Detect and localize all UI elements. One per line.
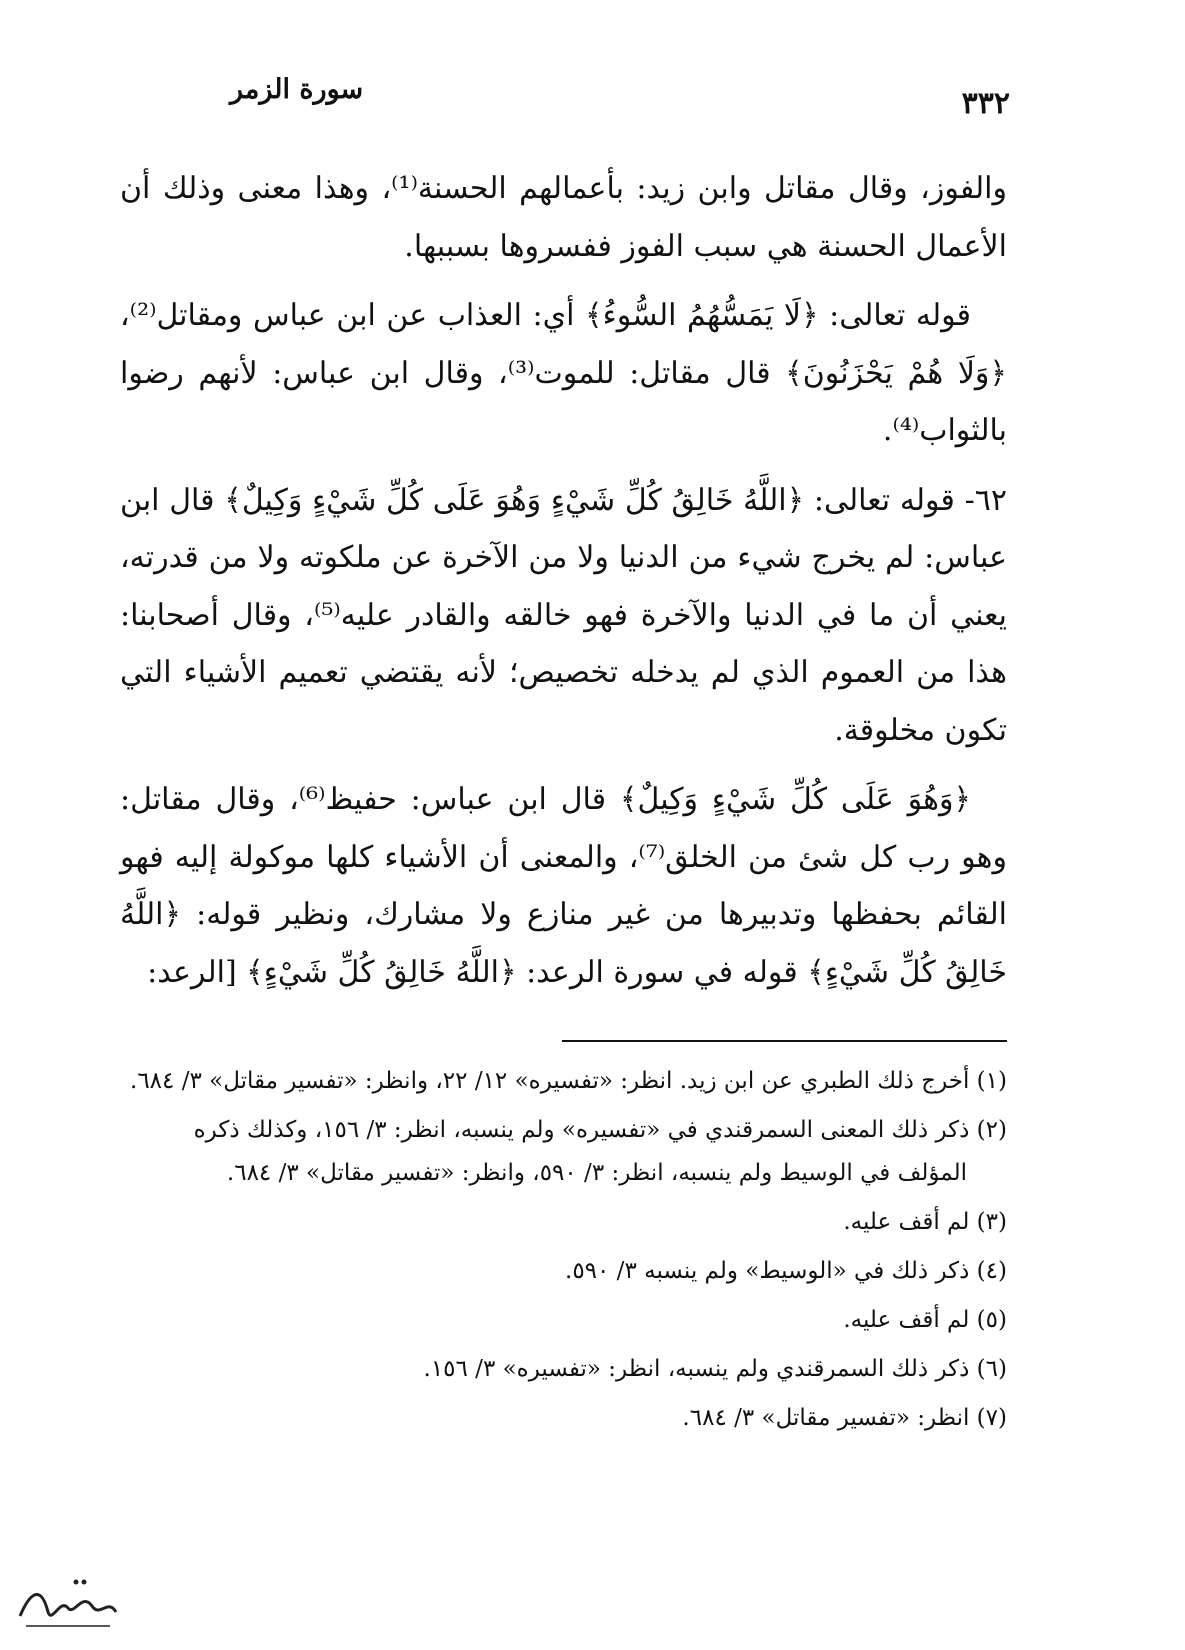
footnote-2: (٢) ذكر ذلك المعنى السمرقندي في «تفسيره» ولم ينسبه، انظر: ٣/ ١٥٦، وكذلك ذكره المؤلف في الوسيط ولم ينسبه، انظر: ٣/ ٥٩٠، وانظر: «تفسير مقاتل» ٣/ ٦٨٤.	[193, 1117, 1007, 1186]
footnote-1: (١) أخرج ذلك الطبري عن ابن زيد. انظر: «تفسيره» ١٢/ ٢٢، وانظر: «تفسير مقاتل» ٣/ ٦٨٤.	[130, 1068, 1007, 1094]
paragraph-1: والفوز، وقال مقاتل وابن زيد: بأعمالهم الحسنة⁽¹⁾، وهذا معنى وذلك أن الأعمال الحسنة هي سبب الفوز ففسروها بسببها.	[120, 171, 1007, 264]
paragraph-3: ٦٢- قوله تعالى: ﴿اللَّهُ خَالِقُ كُلِّ شَيْءٍ وَهُوَ عَلَى كُلِّ شَيْءٍ وَكِيلٌ﴾ قال ابن عباس: لم يخرج شيء من الدنيا ولا من الآخرة عن ملكوته ولا من قدرته، يعني أن ما في الدنيا والآخرة فهو خالقه والقادر عليه⁽⁵⁾، وقال أصحابنا: هذا من العموم الذي لم يدخله تخصيص؛ لأنه يقتضي تعميم الأشياء التي تكون مخلوقة.	[120, 482, 1007, 748]
footnotes	[120, 1060, 1007, 1446]
footnote-4: (٤) ذكر ذلك في «الوسيط» ولم ينسبه ٣/ ٥٩٠.	[565, 1258, 1007, 1284]
footnote-divider	[562, 1040, 1007, 1042]
main-text	[120, 160, 1007, 1013]
paragraph-4: ﴿وَهُوَ عَلَى كُلِّ شَيْءٍ وَكِيلٌ﴾ قال ابن عباس: حفيظ⁽⁶⁾، وقال مقاتل: وهو رب كل شئ من الخلق⁽⁷⁾، والمعنى أن الأشياء كلها موكولة إليه فهو القائم بحفظها وتدبيرها من غير منازع ولا مشارك، ونظير قوله: ﴿اللَّهُ خَالِقُ كُلِّ شَيْءٍ﴾ قوله في سورة الرعد: ﴿اللَّهُ خَالِقُ كُلِّ شَيْءٍ﴾ [الرعد:	[120, 782, 1007, 990]
footnote-7: (٧) انظر: «تفسير مقاتل» ٣/ ٦٨٤.	[682, 1405, 1007, 1431]
footnote-3: (٣) لم أقف عليه.	[843, 1209, 1007, 1235]
watermark-logo-icon	[12, 1568, 122, 1638]
footnote-5: (٥) لم أقف عليه.	[843, 1307, 1007, 1333]
footnote-6: (٦) ذكر ذلك السمرقندي ولم ينسبه، انظر: «تفسيره» ٣/ ١٥٦.	[423, 1356, 1007, 1382]
page-header	[230, 68, 1010, 128]
paragraph-2: قوله تعالى: ﴿لَا يَمَسُّهُمُ السُّوءُ﴾ أي: العذاب عن ابن عباس ومقاتل⁽²⁾، ﴿وَلَا هُمْ يَحْزَنُونَ﴾ قال مقاتل: للموت⁽³⁾، وقال ابن عباس: لأنهم رضوا بالثواب⁽⁴⁾.	[120, 298, 1007, 448]
watermark-logo-icon	[12, 1568, 122, 1638]
page-number: ٣٣٢	[961, 86, 1010, 121]
surah-name: سورة الزمر	[230, 74, 364, 105]
